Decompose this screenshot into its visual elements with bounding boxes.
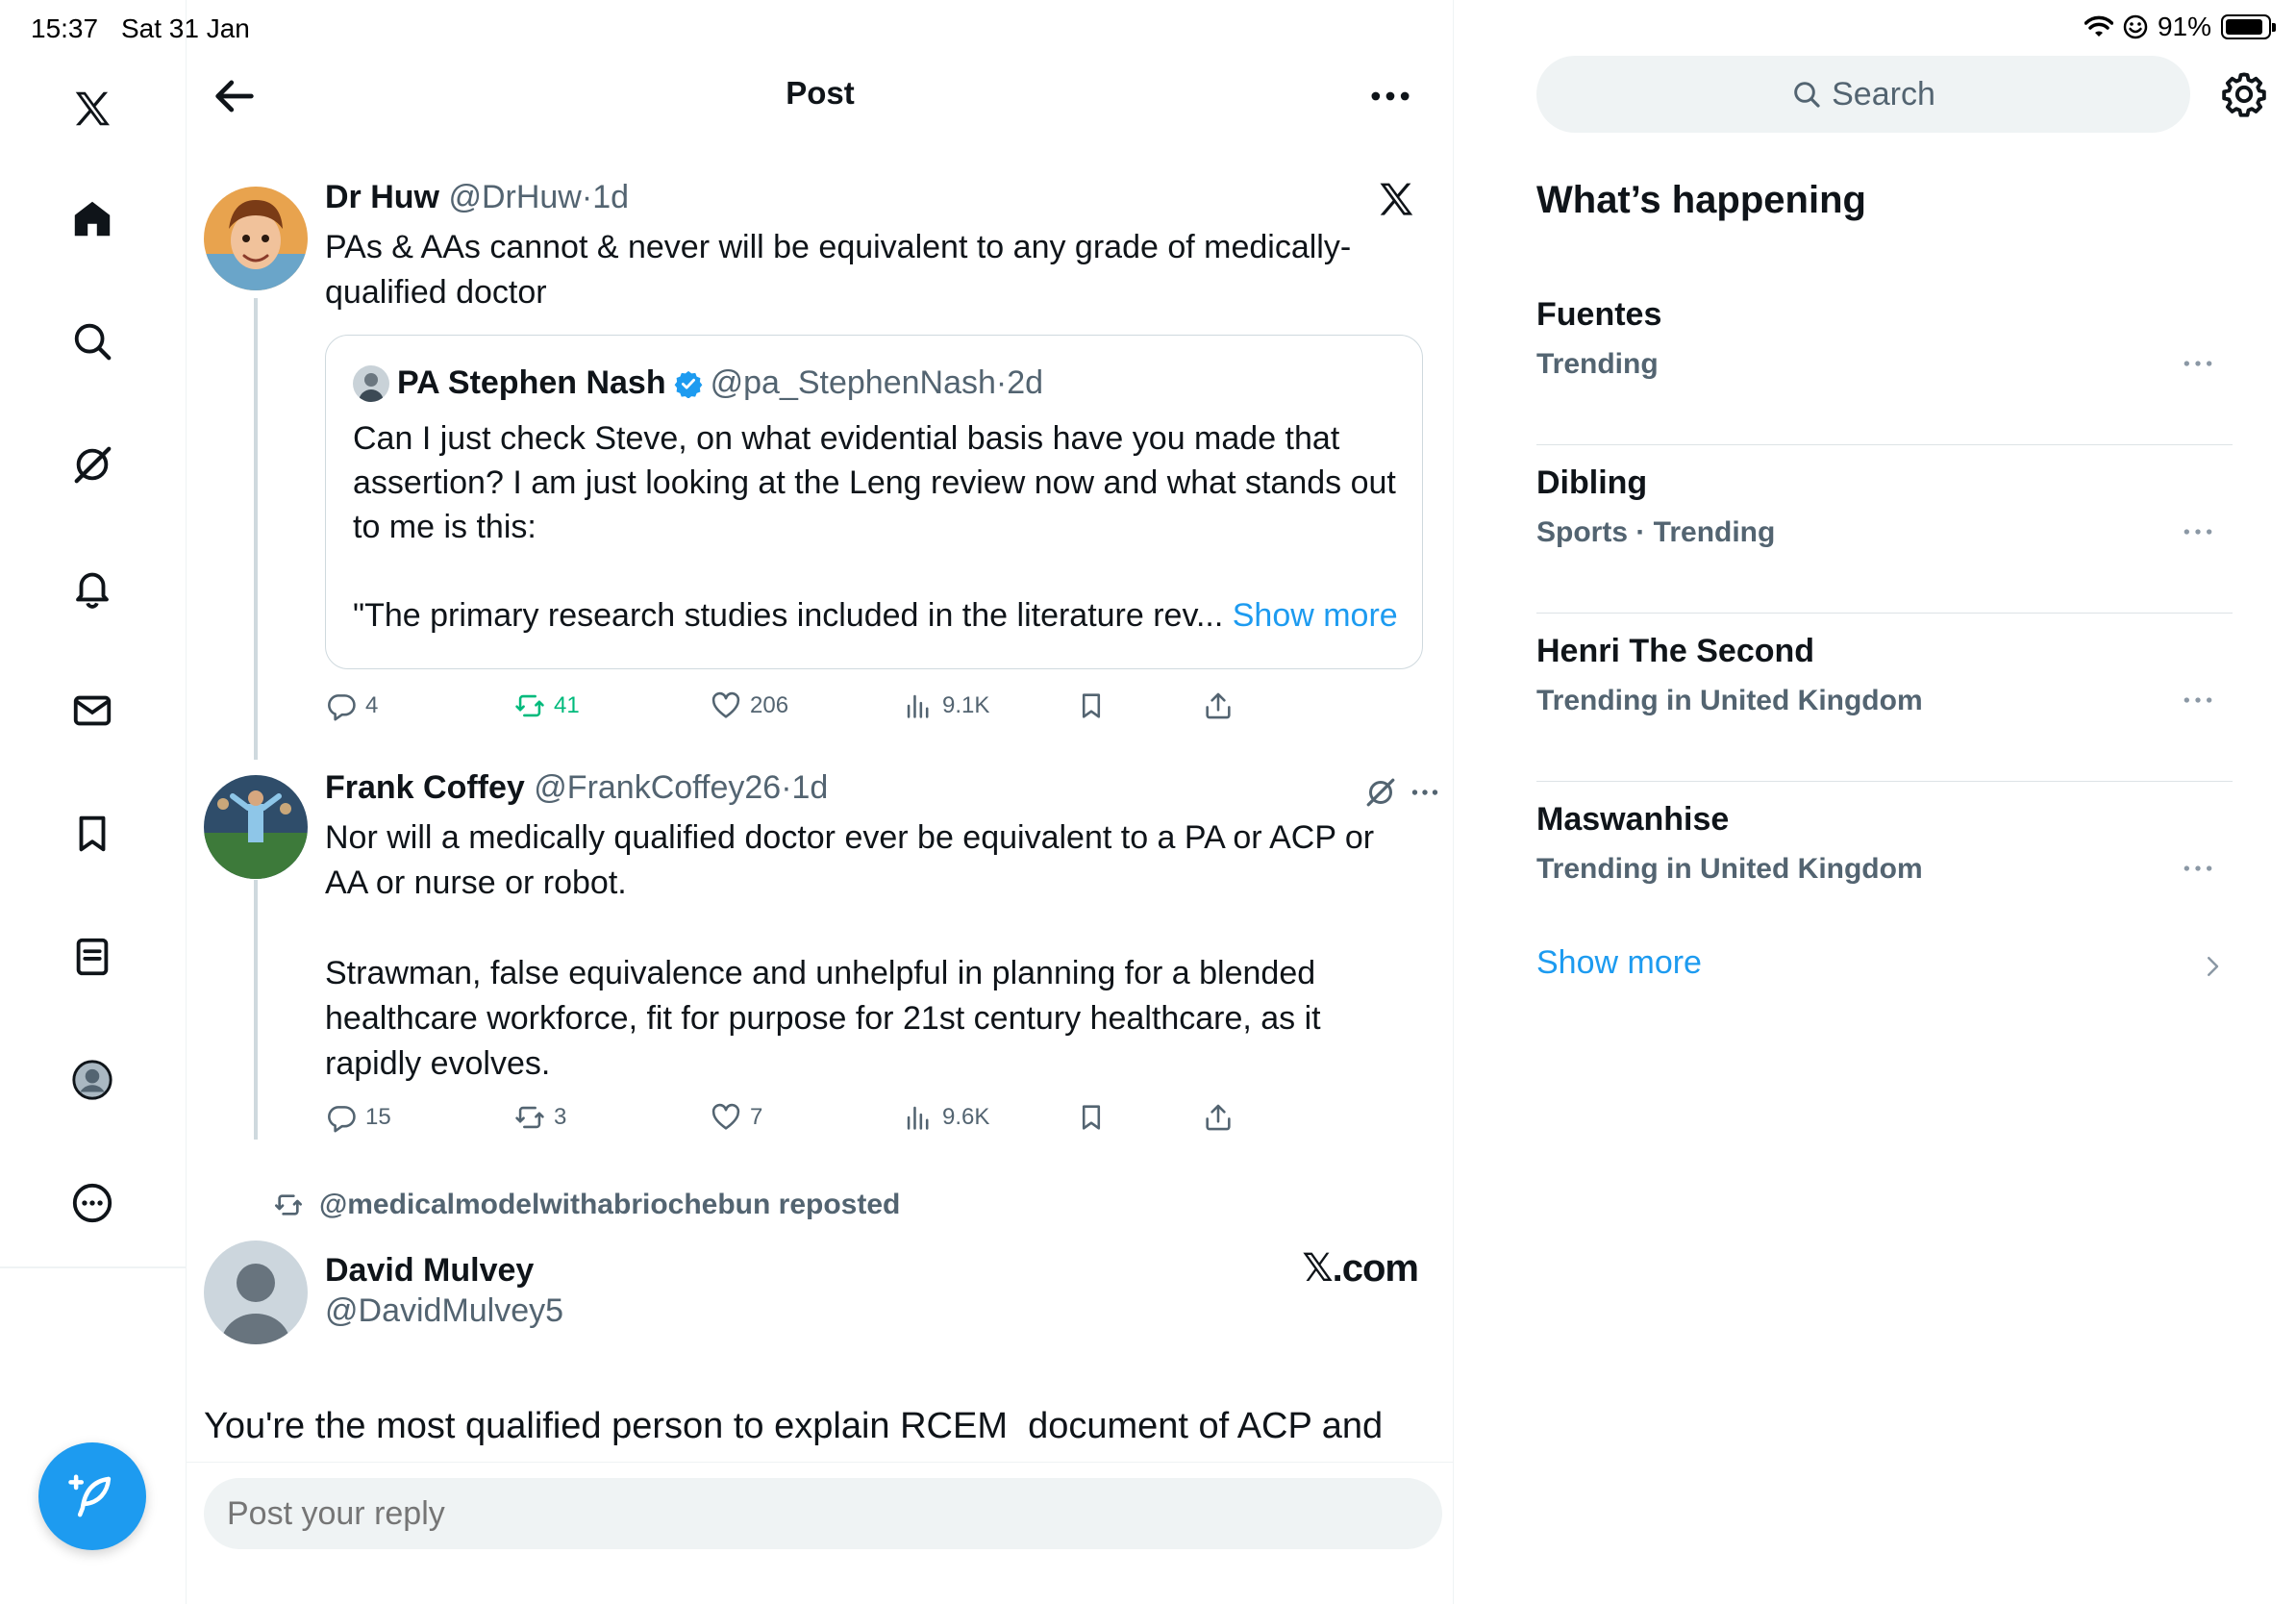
x-logo-icon <box>1375 179 1417 221</box>
heart-icon <box>710 689 742 722</box>
like-count: 7 <box>750 1104 763 1130</box>
author-handle[interactable]: @DavidMulvey5 <box>325 1292 564 1329</box>
tweet-actions <box>325 1093 1286 1141</box>
cartoon-doctor-avatar <box>204 187 308 290</box>
tweet-text: Nor will a medically qualified doctor ever be equivalent to a PA or ACP or AA or nurse or robot. Strawman, false equivalence and unhelpful in planning for a blended healthcare workforce, fit for purpose for 21st century healthcare, as it rapidly evolves. <box>325 819 1375 1082</box>
share-button[interactable] <box>1202 682 1235 730</box>
tweet-text: PAs & AAs cannot & never will be equivalent to any grade of medically- qualified doctor <box>325 229 1352 311</box>
quote-time[interactable]: 2d <box>1007 364 1044 401</box>
status-time: 15:37 <box>31 13 99 43</box>
views-count: 9.6K <box>942 1104 990 1130</box>
author-handle[interactable]: @FrankCoffey26 <box>534 769 782 806</box>
tweet-dr-huw[interactable] <box>187 0 1454 750</box>
status-date: Sat 31 Jan <box>121 13 250 43</box>
quote-show-more-link[interactable]: Show more <box>1232 597 1398 634</box>
trend-more-icon[interactable] <box>2179 681 2217 719</box>
trend-context: Trending <box>1536 348 1659 380</box>
battery-percent: 91% <box>2157 12 2211 41</box>
nav-divider <box>0 1266 187 1268</box>
share-button[interactable] <box>1202 1093 1235 1141</box>
bookmarks-icon[interactable] <box>63 805 121 863</box>
show-more-trends-link[interactable] <box>1536 944 2233 1002</box>
lists-icon[interactable] <box>63 928 121 986</box>
share-upload-icon <box>1202 689 1235 722</box>
reply-count: 4 <box>365 692 379 718</box>
reply-count: 15 <box>365 1104 391 1130</box>
views-count: 9.1K <box>942 692 990 718</box>
tweet-header <box>325 769 828 807</box>
thread-line <box>254 880 258 1140</box>
quote-header <box>353 364 1043 402</box>
like-button[interactable] <box>710 1093 762 1141</box>
views-chart-icon <box>902 689 935 722</box>
reply-bubble-icon <box>325 1101 358 1134</box>
quoted-tweet[interactable] <box>325 335 1423 669</box>
trend-item[interactable] <box>1536 445 2233 614</box>
author-handle[interactable]: @DrHuw <box>448 179 582 215</box>
like-count: 206 <box>750 692 789 718</box>
tweet-header <box>325 179 629 216</box>
repost-icon <box>513 689 546 722</box>
post-time[interactable]: 1d <box>791 769 829 806</box>
repost-icon <box>273 1190 304 1220</box>
share-upload-icon <box>1202 1101 1235 1134</box>
x-com-badge: 𝕏.com <box>1302 1247 1418 1290</box>
reposted-by-text: @medicalmodelwithabriochebun reposted <box>319 1189 901 1220</box>
trend-more-icon[interactable] <box>2179 849 2217 888</box>
profile-avatar-icon[interactable] <box>63 1051 121 1109</box>
tweet-text: You're the most qualified person to explain RCEM document of ACP and <box>204 1406 1384 1446</box>
compose-feather-icon <box>66 1470 118 1522</box>
search-icon[interactable] <box>63 313 121 370</box>
repost-count: 3 <box>554 1104 567 1130</box>
compose-post-button[interactable] <box>38 1442 146 1550</box>
search-icon <box>1791 79 1822 110</box>
more-options-icon[interactable] <box>1408 775 1442 810</box>
main-column <box>187 0 1454 1604</box>
like-button[interactable] <box>710 682 788 730</box>
reply-button[interactable] <box>325 682 378 730</box>
grok-icon[interactable] <box>1363 775 1398 810</box>
quote-author-handle[interactable]: @pa_StephenNash <box>710 364 996 401</box>
trend-item[interactable] <box>1536 277 2233 445</box>
quote-author-name[interactable]: PA Stephen Nash <box>397 364 666 401</box>
separator-dot: · <box>581 179 593 215</box>
notifications-bell-icon[interactable] <box>63 559 121 616</box>
stadium-photo-avatar <box>204 775 308 879</box>
separator-dot: · <box>781 769 792 806</box>
avatar-pa-stephen-nash <box>353 365 389 402</box>
tweet-actions <box>325 682 1286 730</box>
repost-icon <box>513 1101 546 1134</box>
reply-bar <box>187 1462 1454 1604</box>
verified-badge-icon <box>674 369 703 398</box>
trend-name: Maswanhise <box>1536 801 1730 838</box>
whats-happening-title: What’s happening <box>1536 179 1866 221</box>
bookmark-icon <box>1075 1101 1108 1134</box>
gear-icon[interactable] <box>2219 69 2269 119</box>
reply-button[interactable] <box>325 1093 391 1141</box>
reposted-by-line[interactable] <box>273 1189 900 1221</box>
messages-envelope-icon[interactable] <box>63 682 121 739</box>
trend-item[interactable] <box>1536 782 2233 950</box>
search-input[interactable] <box>1536 56 2190 133</box>
home-icon[interactable] <box>63 190 121 248</box>
search-placeholder: Search <box>1832 75 1935 113</box>
trend-context: Trending in United Kingdom <box>1536 853 1923 885</box>
thread-line <box>254 298 258 760</box>
bookmark-button[interactable] <box>1075 682 1108 730</box>
heart-icon <box>710 1101 742 1134</box>
default-avatar-icon <box>204 1241 308 1344</box>
author-name[interactable]: Frank Coffey <box>325 769 525 806</box>
page-title: Post <box>786 75 855 111</box>
reply-input[interactable] <box>204 1478 1442 1549</box>
chevron-right-icon <box>2198 952 2227 981</box>
show-more-label: Show more <box>1536 944 1702 981</box>
trend-name: Henri The Second <box>1536 633 1815 669</box>
avatar-dr-huw[interactable] <box>204 187 308 290</box>
views-chart-icon <box>902 1101 935 1134</box>
trend-more-icon[interactable] <box>2179 513 2217 551</box>
avatar-david-mulvey[interactable] <box>204 1241 308 1344</box>
quote-text <box>353 416 1401 638</box>
reply-bubble-icon <box>325 689 358 722</box>
bookmark-button[interactable] <box>1075 1093 1108 1141</box>
repost-button[interactable] <box>513 682 580 730</box>
trend-context: Trending in United Kingdom <box>1536 685 1923 716</box>
avatar-frank-coffey[interactable] <box>204 775 308 879</box>
more-circle-icon[interactable] <box>63 1174 121 1232</box>
grok-icon[interactable] <box>63 436 121 493</box>
left-nav <box>0 0 187 1604</box>
right-sidebar <box>1454 0 2296 1604</box>
views-button[interactable] <box>902 1093 989 1141</box>
trend-name: Dibling <box>1536 464 1648 501</box>
trend-item[interactable] <box>1536 614 2233 782</box>
repost-count: 41 <box>554 692 580 718</box>
x-logo-icon[interactable] <box>63 81 121 138</box>
separator-dot: · <box>995 364 1008 401</box>
quote-text-content: Can I just check Steve, on what evidential basis have you made that assertion? I am just looking at the Leng review now and what stands out to me is this: "The primary research studies included in the literature rev... <box>353 420 1396 634</box>
post-time[interactable]: 1d <box>592 179 630 215</box>
repost-button[interactable] <box>513 1093 566 1141</box>
bookmark-icon <box>1075 689 1108 722</box>
views-button[interactable] <box>902 682 989 730</box>
author-name[interactable]: David Mulvey <box>325 1252 535 1289</box>
trend-context: Sports · Trending <box>1536 516 1776 548</box>
author-name[interactable]: Dr Huw <box>325 179 439 215</box>
trend-more-icon[interactable] <box>2179 344 2217 383</box>
trend-name: Fuentes <box>1536 296 1662 333</box>
